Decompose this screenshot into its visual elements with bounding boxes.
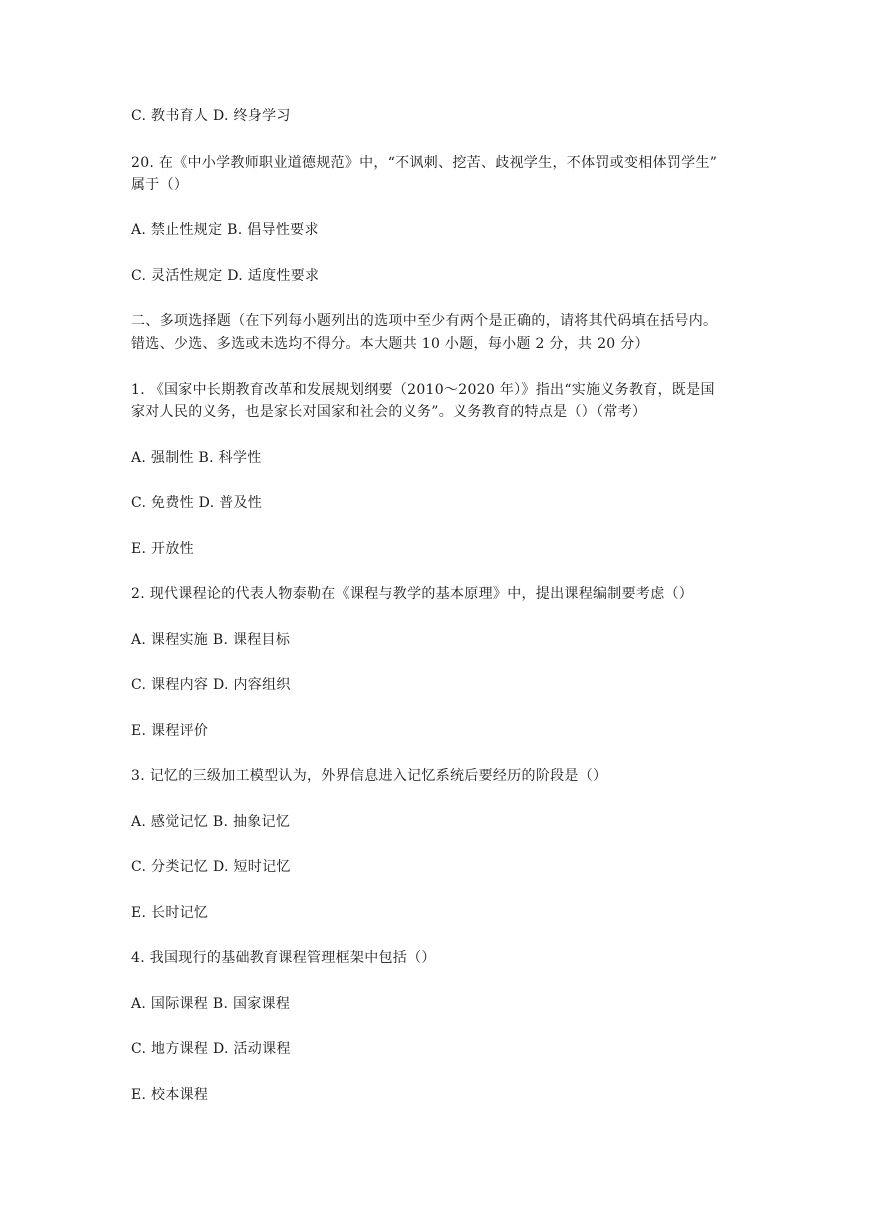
q20-options-ab: A. 禁止性规定 B. 倡导性要求 (131, 222, 319, 238)
mq3-options-ab: A. 感觉记忆 B. 抽象记忆 (131, 814, 291, 830)
mq2-stem: 2. 现代课程论的代表人物泰勒在《课程与教学的基本原理》中，提出课程编制要考虑（） (131, 586, 694, 602)
mq2-options-ab: A. 课程实施 B. 课程目标 (131, 632, 291, 648)
section-heading-line2: 错选、少选、多选或未选均不得分。本大题共 10 小题，每小题 2 分，共 20 分） (131, 336, 649, 352)
q20-options-cd: C. 灵活性规定 D. 适度性要求 (131, 268, 320, 284)
mq4-option-e: E. 校本课程 (131, 1087, 209, 1103)
mq1-stem-line2: 家对人民的义务，也是家长对国家和社会的义务”。义务教育的特点是（）（常考） (131, 404, 647, 420)
mq2-option-e: E. 课程评价 (131, 723, 209, 739)
section-heading-line1: 二、多项选择题（在下列每小题列出的选项中至少有两个是正确的，请将其代码填在括号内。 (131, 313, 718, 329)
q20-stem-line2: 属于（） (131, 177, 189, 193)
mq4-stem: 4. 我国现行的基础教育课程管理框架中包括（） (131, 950, 436, 966)
mq1-option-e: E. 开放性 (131, 541, 194, 557)
mq3-option-e: E. 长时记忆 (131, 905, 209, 921)
mq4-options-ab: A. 国际课程 B. 国家课程 (131, 996, 291, 1012)
mq1-options-ab: A. 强制性 B. 科学性 (131, 450, 262, 466)
q19-options-cd: C. 教书育人 D. 终身学习 (131, 108, 291, 124)
q20-stem-line1: 20. 在《中小学教师职业道德规范》中，“不讽刺、挖苦、歧视学生，不体罚或变相体罚学生” (131, 155, 718, 171)
mq2-options-cd: C. 课程内容 D. 内容组织 (131, 677, 291, 693)
mq1-options-cd: C. 免费性 D. 普及性 (131, 495, 263, 511)
mq1-stem-line1: 1. 《国家中长期教育改革和发展规划纲要（2010～2020 年）》指出“实施义务教育，既是国 (131, 382, 715, 398)
mq3-options-cd: C. 分类记忆 D. 短时记忆 (131, 859, 291, 875)
mq4-options-cd: C. 地方课程 D. 活动课程 (131, 1041, 291, 1057)
mq3-stem: 3. 记忆的三级加工模型认为，外界信息进入记忆系统后要经历的阶段是（） (131, 768, 608, 784)
